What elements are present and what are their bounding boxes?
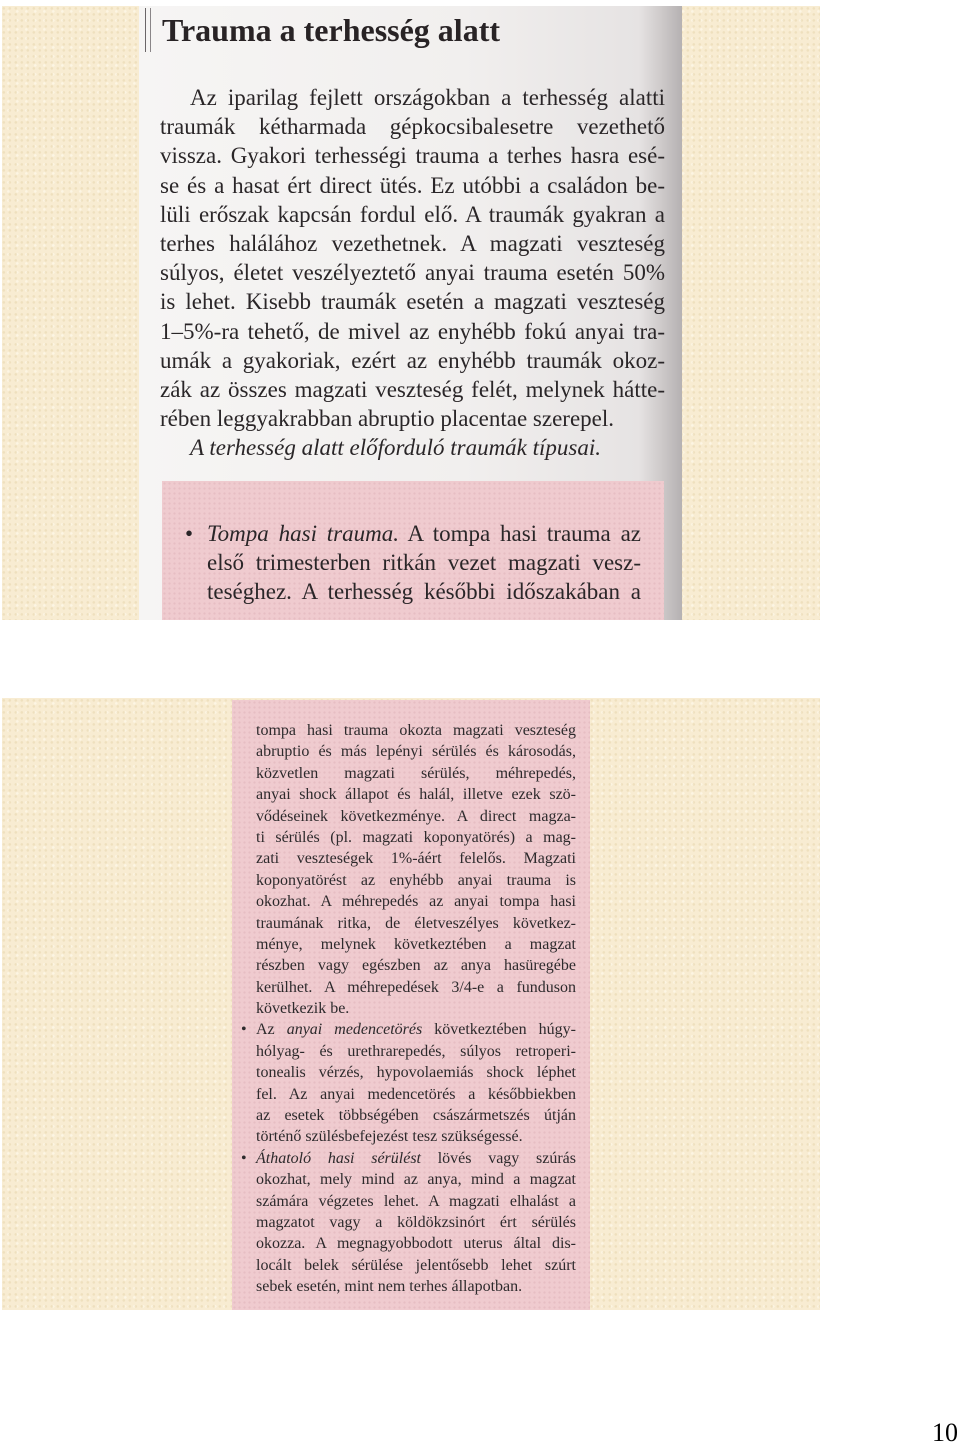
box-line-text: A tompa hasi trauma az bbox=[407, 521, 641, 546]
box-line: első trimesterben ritkán vezet magzati vesz- bbox=[207, 550, 641, 576]
bullet-line-text: lövés vagy szúrás bbox=[437, 1149, 577, 1167]
body-text bbox=[160, 83, 665, 462]
highlight-box bbox=[162, 481, 664, 620]
bullet-icon: • bbox=[185, 521, 194, 546]
highlight-box-text bbox=[185, 519, 641, 607]
paragraph-line: sebek esetén, mint nem terhes állapotban. bbox=[256, 1278, 523, 1296]
paragraph-line: zati veszteségek 1%-áért felelős. Magzati bbox=[256, 850, 576, 868]
paragraph-line: részben vagy egészben az anya hasüregébe bbox=[256, 957, 576, 975]
body-line: zák az összes magzati veszteség felét, melynek hátte- bbox=[160, 376, 665, 402]
paragraph-line: okozhat. A méhrepedés az anyai tompa hasi bbox=[256, 893, 576, 911]
bullet-icon: • bbox=[241, 1021, 247, 1039]
body-line: is lehet. Kisebb traumák esetén a magzati veszteség bbox=[160, 289, 665, 315]
paragraph-line: az esetek többségében császármetszés útján bbox=[256, 1107, 576, 1125]
types-heading: A terhesség alatt előforduló traumák típusai. bbox=[190, 435, 602, 461]
paragraph-line: okozza. A megnagyobbodott uterus által dis- bbox=[256, 1235, 576, 1253]
scanned-book-page-top bbox=[2, 6, 820, 620]
body-text bbox=[241, 720, 577, 1298]
body-line: 1–5%-ra tehető, de mivel az enyhébb fokú anyai tra- bbox=[160, 318, 665, 344]
body-line: rében leggyakrabban abruptio placentae szerepel. bbox=[160, 406, 615, 432]
paragraph-line: abruptio és más lepényi sérülés és károsodás, bbox=[256, 743, 576, 761]
book-page-paper bbox=[139, 6, 682, 620]
box-line: teséghez. A terhesség későbbi időszakában a bbox=[207, 579, 641, 605]
paragraph-line: számára végzetes lehet. A magzati elhalást a bbox=[256, 1192, 576, 1210]
bullet-pelvis-line bbox=[241, 1019, 576, 1040]
bullet-italic-term: Áthatoló hasi sérülést bbox=[256, 1149, 421, 1167]
paragraph-line: koponyatörést az enyhébb anyai trauma is bbox=[256, 871, 576, 889]
highlight-column bbox=[232, 700, 590, 1310]
body-line: súlyos, életet veszélyeztető anyai trauma esetén 50% bbox=[160, 260, 665, 286]
paragraph-line: okozhat, mely mind az anya, mind a magzat bbox=[256, 1171, 576, 1189]
paragraph-line: tompa hasi trauma okozta magzati veszteség bbox=[256, 722, 576, 739]
body-line: Az iparilag fejlett országokban a terhesség alatti bbox=[190, 85, 665, 110]
binding-edge-mark bbox=[145, 8, 151, 52]
bullet-icon: • bbox=[241, 1149, 247, 1167]
paragraph-line: ménye, melynek következtében a magzat bbox=[256, 935, 576, 953]
paragraph-line: fel. Az anyai medencetörés a későbbiekben bbox=[256, 1085, 576, 1103]
scanned-book-page-bottom bbox=[2, 698, 820, 1310]
paragraph-line: magzatot vagy a köldökzsinórt ért sérülés bbox=[256, 1213, 576, 1231]
body-line: terhes halálához vezethetnek. A magzati veszteség bbox=[160, 230, 665, 256]
body-line: lüli erőszak kapcsán fordul elő. A traumák gyakran a bbox=[160, 201, 665, 227]
section-title: Trauma a terhesség alatt bbox=[162, 12, 500, 48]
bullet-lead-italic: Tompa hasi trauma. bbox=[207, 521, 399, 546]
bullet-line-text: következtében húgy- bbox=[434, 1021, 576, 1039]
paragraph-line: közvetlen magzati sérülés, méhrepedés, bbox=[256, 764, 576, 782]
paragraph-line: hólyag- és urethrarepedés, súlyos retroperi- bbox=[256, 1042, 576, 1060]
box-bullet-line bbox=[185, 519, 641, 548]
paragraph-line: anyai shock állapot és halál, illetve ezek szö- bbox=[256, 786, 576, 804]
paragraph-line: kerülhet. A méhrepedések 3/4-e a funduson bbox=[256, 978, 576, 996]
bullet-lead-text: Az bbox=[256, 1021, 275, 1039]
paragraph-line: ti sérülés (pl. magzati koponyatörés) a mag- bbox=[256, 828, 576, 846]
body-line: umák a gyakoriak, ezért az enyhébb traumák okoz- bbox=[160, 347, 665, 373]
body-line: traumák kétharmada gépkocsibalesetre vezethető bbox=[160, 114, 665, 140]
paragraph-line: történő szülésbefejezést tesz szükségessé. bbox=[256, 1128, 523, 1146]
paragraph-line: traumának ritka, de életveszélyes következ- bbox=[256, 914, 576, 932]
paragraph-line: következik be. bbox=[256, 1000, 350, 1018]
paragraph-line: tonealis vérzés, hypovolaemiás shock léphet bbox=[256, 1064, 576, 1082]
body-line: se és a hasat ért direct ütés. Ez utóbbi a családon be- bbox=[160, 172, 665, 198]
body-line: vissza. Gyakori terhességi trauma a terhes hasra esé- bbox=[160, 143, 665, 169]
page-number: 10 bbox=[932, 1418, 958, 1447]
bullet-penetrating-line bbox=[241, 1148, 577, 1169]
paragraph-line: locált belek sérülése jelentősebb lehet szúrt bbox=[256, 1256, 576, 1274]
bullet-italic-term: anyai medencetörés bbox=[286, 1021, 423, 1039]
paragraph-line: vődéseinek következménye. A direct magza- bbox=[256, 807, 576, 825]
